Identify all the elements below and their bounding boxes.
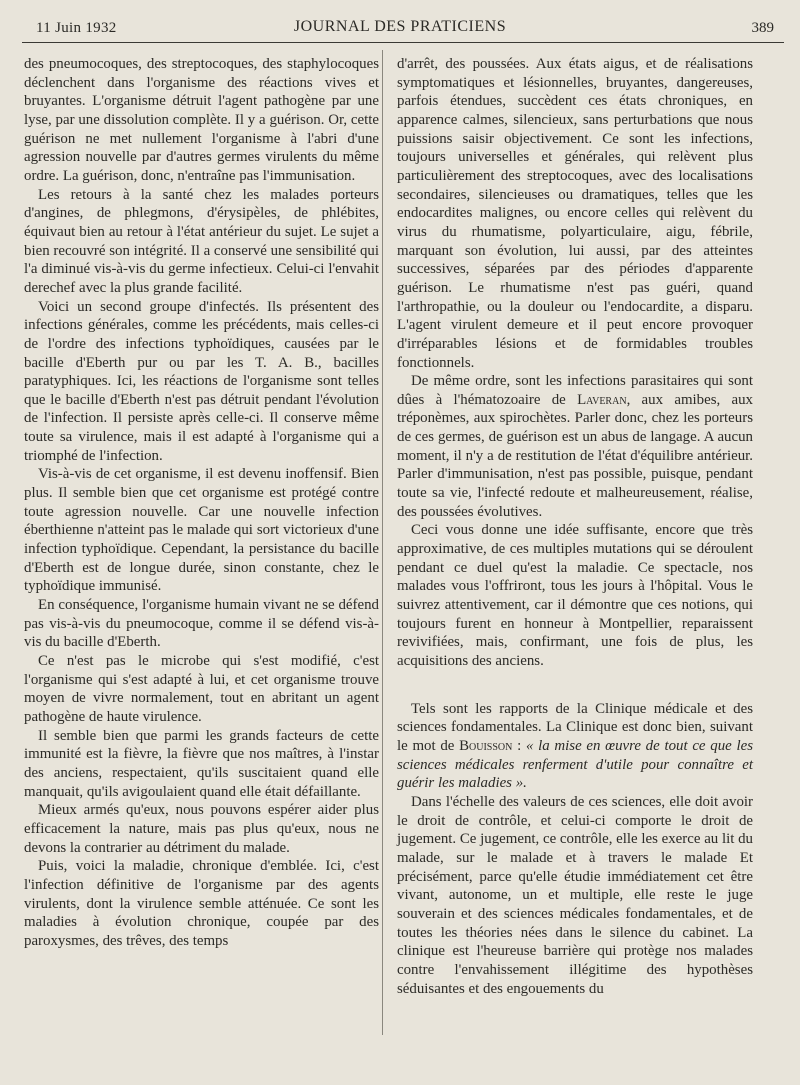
text-run: Tels sont les rapports de la Clinique médicale et des sciences fondamentales. La Clinique est donc bien, suivant le mot de <box>397 700 753 754</box>
paragraph: Puis, voici la maladie, chronique d'emblée. Ici, c'est l'infection définitive de l'organisme par des agents virulents, dont la virulence semble atténuée. Ce sont les maladies à évolution chronique, coupée par des paroxysmes, des trêves, des temps <box>24 858 379 949</box>
paragraph <box>397 372 753 521</box>
paragraph: En conséquence, l'organisme humain vivant ne se défend pas vis-à-vis du pneumocoque, comme il se défend vis-à-vis du bacille d'Eberth. <box>24 597 379 651</box>
paragraph: Voici un second groupe d'infectés. Ils présentent des infections générales, comme les précédents, mais celles-ci de l'ordre des infections typhoïdiques, causées par le bacille d'Eberth pur ou par les T. A. B., bacilles paratyphiques. Ici, les réactions de l'organisme sont telles que le bacille d'Eberth n'est pas détruit pendant l'évolution de l'infection. Il persiste après celle-ci. Il conserve même toute sa virulence, mais il est adapté à l'organisme qui a triomphé de l'infection. <box>24 298 379 464</box>
paragraph: Ceci vous donne une idée suffisante, encore que très approximative, de ces multiples mutations qui se déroulent pendant ce duel qu'est la maladie. Ce spectacle, nos malades vous l'offriront, tous les jours à l'hôpital. Vous le suivrez attentivement, car il démontre que ces notions, qui toujours furent en honneur à Montpellier, reparaissent revivifiées, mais, confirmant, une fois de plus, les acquisitions des anciens. <box>397 522 753 669</box>
left-column <box>24 55 379 951</box>
page-number: 389 <box>751 20 774 36</box>
right-column <box>397 55 753 998</box>
text-run: : <box>512 737 526 754</box>
journal-title: JOURNAL DES PRATICIENS <box>293 18 507 35</box>
text-run: De même ordre, sont les infections parasitaires qui sont dûes à l'hématozoaire de <box>397 373 753 408</box>
quotation: « la mise en œuvre de tout ce que les sciences médicales renferment d'utile pour connaître et guérir les maladies ». <box>397 737 753 792</box>
paragraph: des pneumocoques, des streptocoques, des staphylocoques déclenchent dans l'organisme des réactions vives et bruyantes. L'organisme détruit l'agent pathogène par une lyse, par une dissolution complète. Il y a guérison. Or, cette guérison ne met nullement l'organisme à l'abri d'une agression nouvelle par d'autres germes virulents du même ordre. La guérison, donc, n'entraîne pas l'immunisation. <box>24 56 379 184</box>
running-header <box>22 18 778 40</box>
paragraph: Il semble bien que parmi les grands facteurs de cette immunité est la fièvre, la fièvre que nos maîtres, à l'instar des anciens, respectaient, qu'ils suscitaient quand elle manquait, qu'ils avigoulaient quand elle était défaillante. <box>24 727 379 800</box>
paragraph: Les retours à la santé chez les malades porteurs d'angines, de phlegmons, d'érysipèles, de phlébites, équivaut bien au retour à l'état antérieur du sujet. Le sujet a bien recouvré son intégrité. Il a conservé une sensibilité qui l'a diminué vis-à-vis du germe infectieux. Celui-ci l'envahit derechef avec la plus grande facilité. <box>24 186 379 296</box>
header-date: 11 Juin 1932 <box>36 20 117 36</box>
paragraph: d'arrêt, des poussées. Aux états aigus, et de réalisations symptomatiques et lésionnelles, bruyantes, dangereuses, parfois étendues, succèdent ces états chroniques, en apparence calmes, silencieux, sans perturbations que nous puissions saisir objectivement. Ce sont les infections, toujours universelles et générales, qui relèvent plus particulièrement des streptocoques, avec des localisations secondaires, silencieuses ou dramatiques, telles que les endocardites malignes, ou encore celles qui relèvent du virus du rhumatisme, polyarticulaire, aigu, fébrile, marquant son évolution, lui aussi, par des atteintes successives, séparées par des périodes d'apparente guérison. Le rhumatisme n'est pas guéri, quand l'arthropathie, ou la douleur ou l'endocardite, a disparu. L'agent virulent demeure et il peut encore provoquer d'irréparables lésions et de formidables troubles fonctionnels. <box>397 56 753 371</box>
paragraph: Mieux armés qu'eux, nous pouvons espérer aider plus efficacement la nature, mais pas plus qu'eux, nous ne devons la contrarier au détriment du malade. <box>24 802 379 856</box>
paragraph <box>397 700 753 793</box>
paragraph: Dans l'échelle des valeurs de ces sciences, elle doit avoir le droit de contrôle, et celui-ci comporte le droit de jugement. Ce jugement, ce contrôle, elle les exerce au lit du malade, sur le malade et à travers le malade Et précisément, parce qu'elle étudie immédiatement cet être vivant, autonome, un et multiple, elle reste le juge souverain et des sciences médicales fondamentales, et de toutes les théories nées dans le silence du cabinet. La clinique est l'heureuse barrière qui protège nos malades contre l'envahissement illégitime des hypothèses séduisantes et des engouements du <box>397 793 753 997</box>
header-rule <box>22 42 784 43</box>
author-name-laveran: Laveran <box>577 391 627 408</box>
paragraph: Vis-à-vis de cet organisme, il est devenu inoffensif. Bien plus. Il semble bien que cet organisme est protégé contre toute agression nouvelle. Car une nouvelle infection éberthienne n'atteint pas le malade qui sort victorieux d'une infection typhoïdique. Cependant, la persistance du bacille d'Eberth est de longue durée, sinon constante, chez le typhoïdique immunisé. <box>24 466 379 595</box>
paragraph: Ce n'est pas le microbe qui s'est modifié, c'est l'organisme qui s'est adapté à lui, et cet organisme trouve moyen de vivre normalement, tout en abritant un agent pathogène de haute virulence. <box>24 653 379 725</box>
column-divider <box>382 50 383 1035</box>
text-run: , aux amibes, aux tréponèmes, aux spirochètes. Parler donc, chez les porteurs de ces germes, de guérison est un abus de langage. A aucun moment, il n'y a de restitution de l'état d'équilibre antérieur. Parler d'immunisation, n'est pas possible, puisque, pendant toute sa vie, l'infecté redoute et malheureusement, réalise, des poussées évolutives. <box>397 391 754 520</box>
author-name-bouisson: Bouisson <box>459 737 513 754</box>
